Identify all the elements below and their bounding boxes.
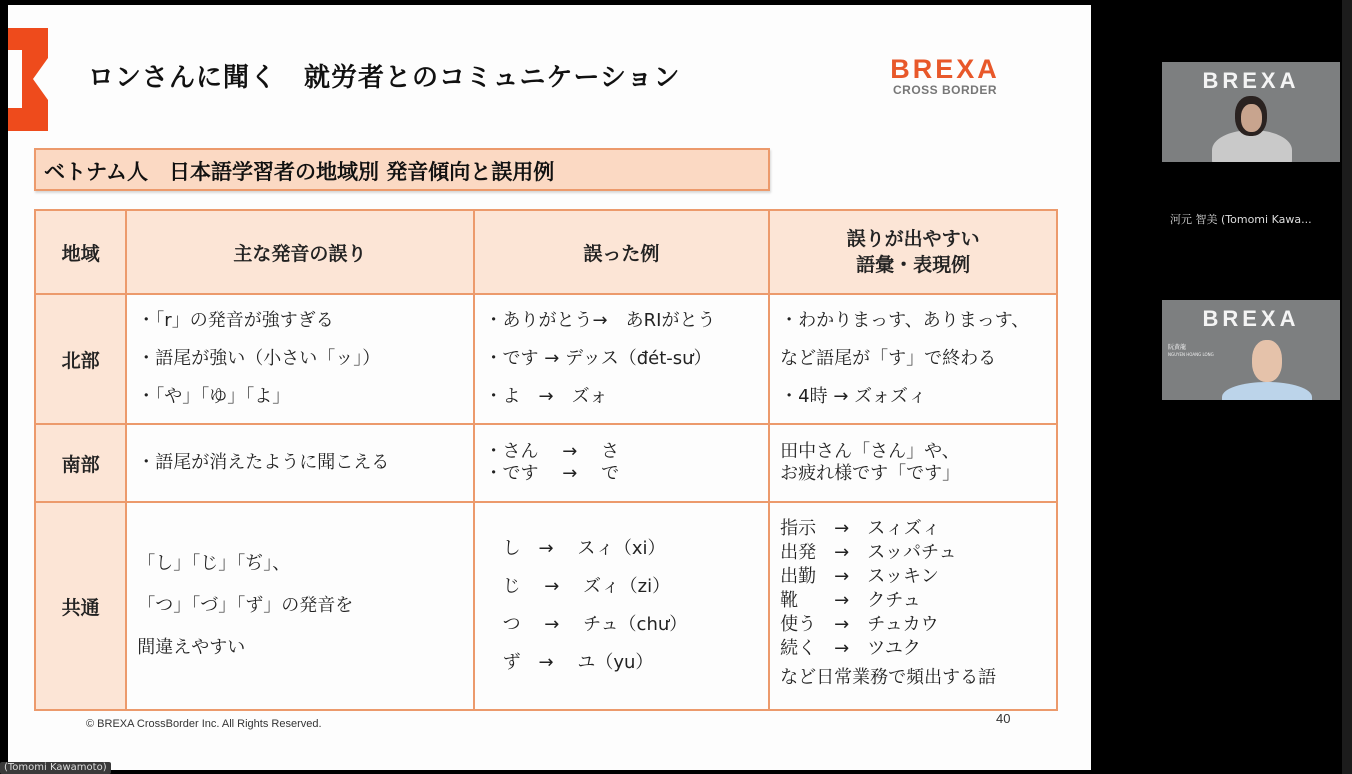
active-speaker-label: (Tomomi Kawamoto) <box>0 762 111 774</box>
brexa-logo <box>870 55 1020 97</box>
table-header-row <box>35 210 1057 294</box>
table-row: 北部 ・「r」の発音が強すぎる ・語尾が強い（小さい「ッ」） ・「や」「ゆ」「よ」 ・ありがとう→ あRIがとう ・です → デッス（đét-sư） ・よ → ズォ ・わかりまっす、ありまっす、 など語尾が「す」で終わる ・4時 → ズォズィ <box>35 294 1057 424</box>
slide-title: ロンさんに聞く 就労者とのコミュニケーション <box>88 63 681 93</box>
header-errors: 主な発音の誤り <box>126 210 473 294</box>
brand-sub: CROSS BORDER <box>892 83 997 97</box>
participant-name: 河元 智美 (Tomomi Kawa... <box>1170 213 1312 226</box>
participant-video-tile[interactable]: BREXA 阮黄龍 NGUYEN HOANG LONG <box>1162 300 1340 400</box>
brand-name: BREXA <box>890 54 1000 84</box>
region-cell: 共通 <box>35 502 126 710</box>
slide-subtitle: ベトナム人 日本語学習者の地域別 発音傾向と誤用例 <box>34 148 770 191</box>
page-number: 40 <box>996 711 1011 726</box>
header-examples: 誤った例 <box>474 210 770 294</box>
table-row: 共通 「し」「じ」「ぢ」、 「つ」「づ」「ず」の発音を 間違えやすい し → スィ（xi） じ → ズィ（zi） つ → チュ（chư） ず → ユ（yu） 指示 → スィズィ 出発 → スッパチュ 出勤 → スッキン 靴 → クチュ 使う → チュカウ 続く → ツユク など日常業務で頻出する語 <box>35 502 1057 710</box>
copyright: © BREXA CrossBorder Inc. All Rights Reserved. <box>86 718 322 730</box>
brexa-logo-mark-icon <box>8 28 48 131</box>
participant-video-tile[interactable]: BREXA <box>1162 62 1340 162</box>
header-region: 地域 <box>35 210 126 294</box>
table-row: 南部 ・語尾が消えたように聞こえる ・さん → さ ・です → で 田中さん「さん」や、 お疲れ様です「です」 <box>35 424 1057 502</box>
participant-avatar <box>1222 382 1312 400</box>
header-vocab: 誤りが出やすい 語彙・表現例 <box>769 210 1057 294</box>
presentation-slide <box>8 5 1091 770</box>
region-cell: 北部 <box>35 294 126 424</box>
pronunciation-table <box>34 209 1058 711</box>
panel-scrollbar[interactable] <box>1342 0 1352 774</box>
participant-head <box>1252 340 1282 382</box>
region-cell: 南部 <box>35 424 126 502</box>
